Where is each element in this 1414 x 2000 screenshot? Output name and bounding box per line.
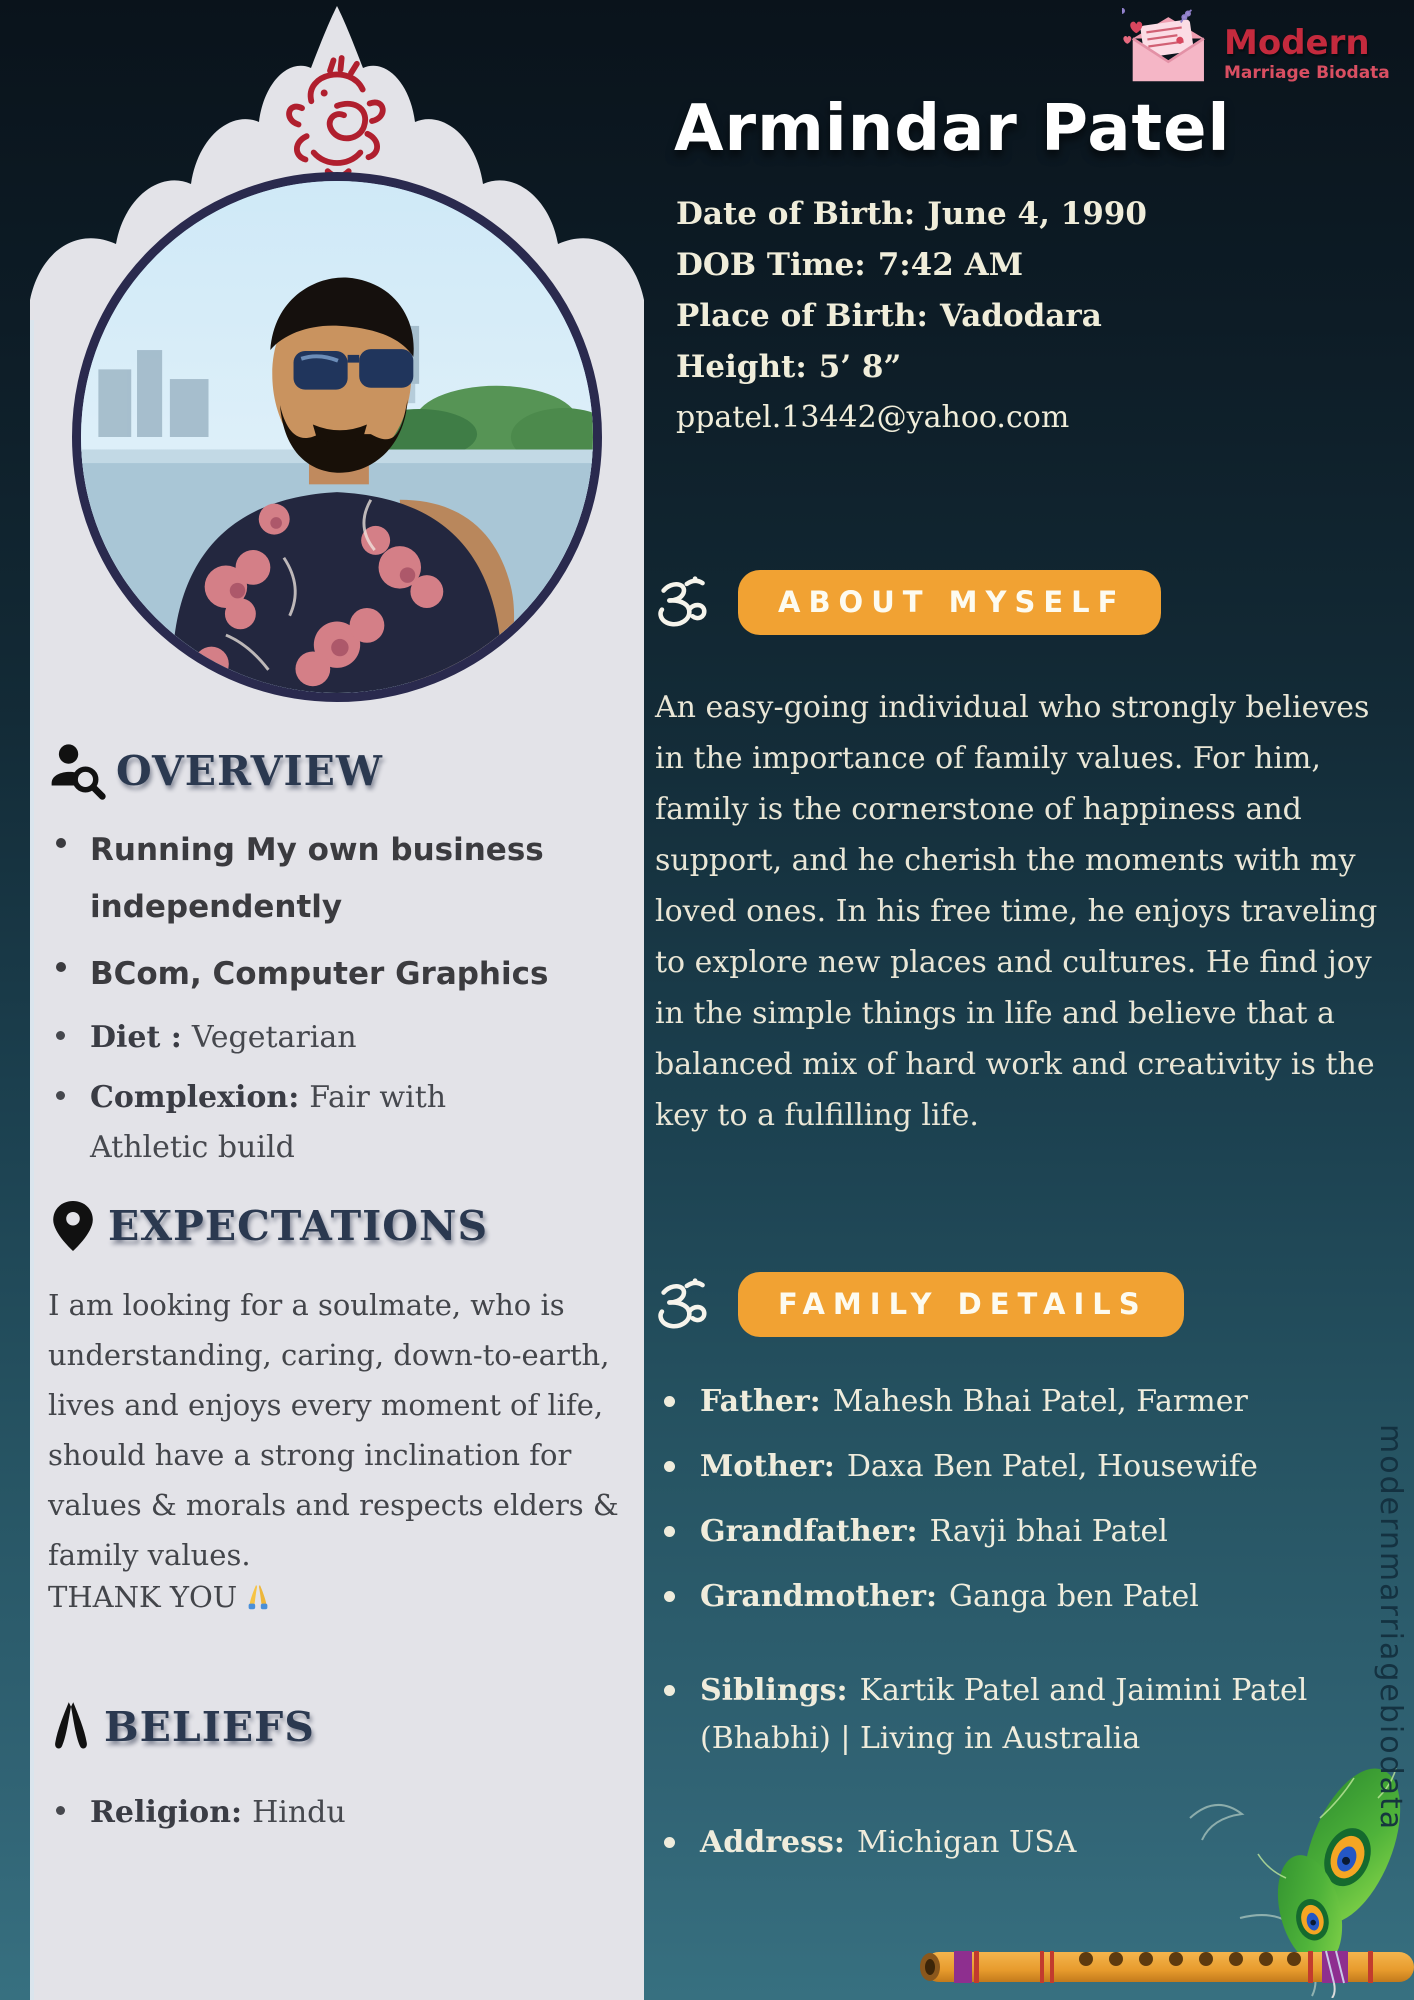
family-row-father: Father: Mahesh Bhai Patel, Farmer — [660, 1378, 1386, 1426]
detail-dob-time: DOB Time: 7:42 AM — [676, 247, 1024, 283]
bullet-dot — [56, 1091, 65, 1100]
family-row-address: Address: Michigan USA — [660, 1819, 1386, 1867]
om-icon — [652, 574, 710, 632]
overview-header — [48, 742, 633, 800]
overview-diet-row: Diet : Vegetarian — [48, 1013, 633, 1063]
email-text: ppatel.13442@yahoo.com — [676, 400, 1070, 435]
envelope-logo-icon — [1122, 8, 1220, 94]
bullet-dot — [56, 838, 66, 848]
beliefs-section — [48, 1700, 633, 1848]
family-row-mother: Mother: Daxa Ben Patel, Housewife — [660, 1443, 1386, 1491]
detail-height: Height: 5’ 8” — [676, 349, 902, 385]
expectations-header — [48, 1198, 633, 1254]
family-section-header — [652, 1272, 1184, 1337]
bullet-dot — [664, 1396, 675, 1407]
thank-you-line: THANK YOU — [48, 1580, 633, 1614]
expectations-text: I am looking for a soulmate, who is understanding, caring, down-to-earth, lives and enjoys every moment of life, should have a strong inclination for values & morals and respects elders & family values. — [48, 1288, 619, 1572]
about-badge: ABOUT MYSELF — [738, 570, 1161, 635]
family-row-siblings: Siblings: Kartik Patel and Jaimini Patel (Bhabhi) | Living in Australia — [660, 1667, 1386, 1763]
family-badge: FAMILY DETAILS — [738, 1272, 1184, 1337]
bullet-dot — [664, 1837, 675, 1848]
overview-bullet: BCom, Computer Graphics — [48, 946, 633, 1003]
praying-hands-icon — [48, 1700, 94, 1754]
about-section-header — [652, 570, 1161, 635]
family-row-grandfather: Grandfather: Ravji bhai Patel — [660, 1508, 1386, 1556]
expectations-section — [48, 1198, 633, 1614]
profile-photo-illustration — [81, 181, 593, 693]
family-row-grandmother: Grandmother: Ganga ben Patel — [660, 1573, 1386, 1621]
bullet-dot — [56, 1031, 65, 1040]
bullet-dot — [664, 1685, 675, 1696]
profile-photo — [72, 172, 602, 702]
detail-dob: Date of Birth: June 4, 1990 — [676, 196, 1147, 232]
flute-and-feather-decoration — [890, 1758, 1414, 1998]
bullet-dot — [664, 1526, 675, 1537]
location-pin-icon — [48, 1198, 98, 1254]
overview-list — [48, 822, 633, 1173]
religion-row: Religion: Hindu — [48, 1788, 633, 1838]
beliefs-header — [48, 1700, 633, 1754]
bullet-dot — [664, 1591, 675, 1602]
key-details — [676, 196, 1147, 435]
person-search-icon — [48, 742, 106, 800]
folded-hands-icon — [243, 1582, 273, 1612]
brand-logo — [1122, 8, 1390, 94]
detail-birthplace: Place of Birth: Vadodara — [676, 298, 1102, 334]
about-text: An easy-going individual who strongly believes in the importance of family values. For him, family is the cornerstone of happiness and support, and he cherish the moments with my loved ones. In his free time, he enjoys traveling to explore new places and cultures. He find joy in the simple things in life and believe that a balanced mix of hard work and creativity is the key to a fulfilling life. — [655, 690, 1378, 1133]
watermark-text: modernmarriagebiodata — [1373, 1424, 1408, 1832]
overview-section — [48, 742, 633, 1183]
page-title: Armindar Patel — [674, 92, 1231, 166]
om-icon — [652, 1276, 710, 1334]
expectations-title: EXPECTATIONS — [108, 1202, 489, 1250]
bullet-dot — [664, 1461, 675, 1472]
flute-icon — [920, 1951, 1414, 1998]
overview-bullet: Running My own business independently — [48, 822, 633, 936]
overview-title: OVERVIEW — [116, 747, 383, 795]
bullet-dot — [56, 1806, 65, 1815]
beliefs-title: BELIEFS — [104, 1703, 315, 1751]
brand-name: Modern — [1224, 23, 1370, 63]
overview-complexion-row: Complexion: Fair with Athletic build — [48, 1073, 528, 1173]
brand-tagline: Marriage Biodata — [1224, 63, 1390, 83]
bullet-dot — [56, 962, 66, 972]
